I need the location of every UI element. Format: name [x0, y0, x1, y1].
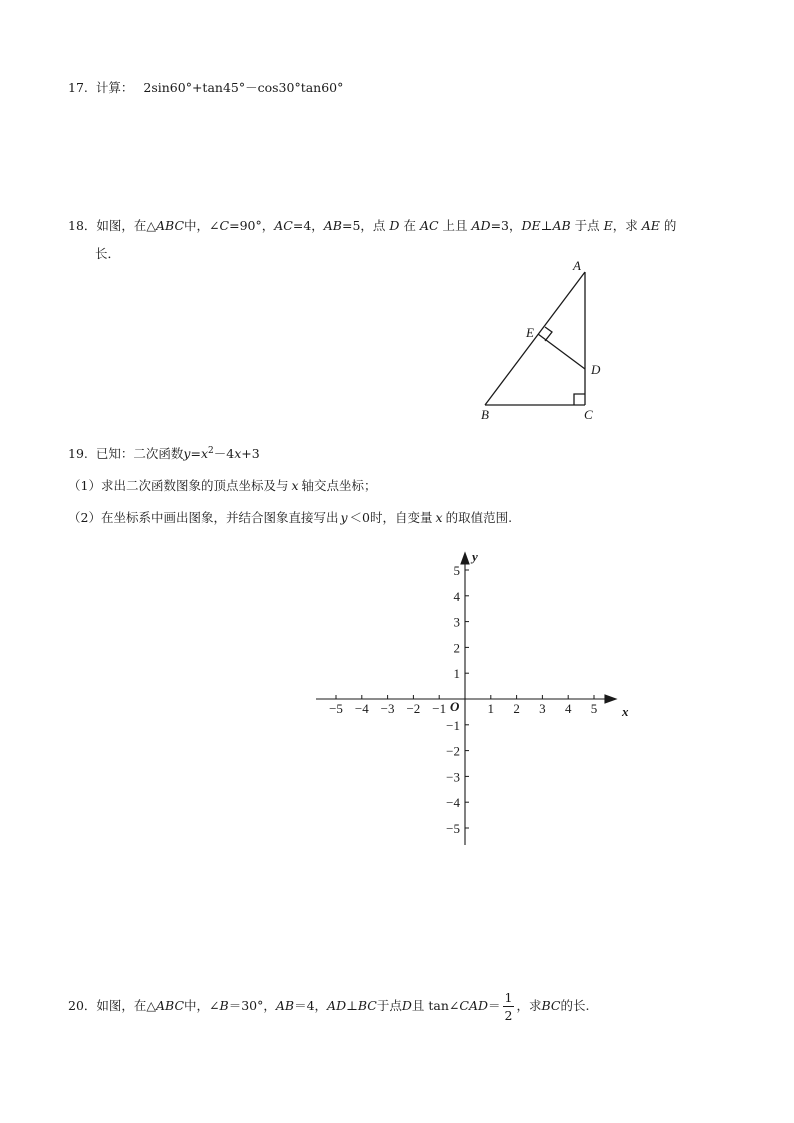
- q18-text: 于点: [574, 218, 600, 233]
- q20-text: 于点: [376, 998, 402, 1013]
- q19-eq: =: [190, 446, 201, 461]
- x-tick-label: 5: [590, 701, 598, 716]
- x-tick-label: 4: [564, 701, 572, 716]
- segment-AB: [485, 272, 585, 405]
- q18-text: C: [219, 218, 230, 233]
- origin-label: O: [450, 699, 460, 714]
- y-tick-label: 5: [453, 563, 460, 578]
- q19-eq: y: [183, 446, 191, 461]
- q18-text: =3，: [490, 218, 522, 233]
- q19-text: （2）在坐标系中画出图象，并结合图象直接写出: [68, 510, 339, 525]
- q20-text: 的长.: [560, 998, 590, 1013]
- q20-text: ＝30°，: [228, 998, 276, 1013]
- q19-eq: 2: [208, 445, 214, 456]
- x-tick-label: 1: [487, 701, 495, 716]
- q20-text: ＝: [488, 998, 501, 1013]
- q20-text: BC: [357, 998, 377, 1013]
- segment-DE: [538, 334, 585, 369]
- question-20: [68, 988, 589, 1024]
- q20-text: D: [401, 998, 412, 1013]
- q20-text: ABC: [156, 998, 185, 1013]
- y-axis-arrow: [461, 553, 469, 564]
- q18-text: =4，: [292, 218, 324, 233]
- y-tick-label: −3: [446, 769, 460, 785]
- q18-text: AC: [274, 218, 293, 233]
- q18-text: D: [389, 218, 400, 233]
- q18-text: DE: [521, 218, 541, 233]
- q19-text: 已知：二次函数: [95, 446, 184, 461]
- q19-text: 的取值范围.: [445, 510, 513, 525]
- y-tick-label: 1: [453, 666, 460, 682]
- label-C: C: [584, 407, 593, 422]
- fraction-one-half: [503, 989, 515, 1024]
- y-tick-label: −5: [446, 821, 460, 836]
- q17-number: 17.: [68, 80, 88, 95]
- right-angle-mark-C: [574, 394, 585, 405]
- q20-text: 中，∠: [184, 998, 220, 1013]
- x-tick-label: −4: [354, 701, 369, 716]
- q18-text: ⊥: [540, 218, 553, 233]
- q18-text: ，求: [612, 218, 638, 233]
- q18-text: 上且: [442, 218, 468, 233]
- q18-text: AE: [641, 218, 660, 233]
- y-tick-label: 2: [453, 640, 460, 656]
- q19-eq: －4: [213, 446, 235, 461]
- question-17: [68, 78, 343, 96]
- q19-text: ＜0时，自变量: [349, 510, 433, 525]
- x-axis-label: x: [622, 704, 629, 719]
- q20-number: 20．: [68, 998, 97, 1013]
- q19-number: 19.: [68, 446, 88, 461]
- q19-text: x: [435, 510, 443, 525]
- q20-text: 如图，在△: [96, 998, 157, 1013]
- q18-number: 18．: [68, 218, 97, 233]
- label-B: B: [481, 407, 489, 422]
- q18-text: 如图，在△: [96, 218, 157, 233]
- y-tick-label: −1: [446, 717, 460, 733]
- y-tick-label: 4: [453, 588, 460, 604]
- q19-text: y: [340, 510, 348, 525]
- q18-text: 在: [403, 218, 416, 233]
- question-19: [68, 444, 260, 462]
- q18-text: E: [603, 218, 613, 233]
- q18-text: 中，∠: [184, 218, 220, 233]
- q19-text: x: [291, 478, 299, 493]
- label-D: D: [591, 362, 601, 377]
- q20-text: ⊥: [346, 998, 358, 1013]
- x-tick-label: 3: [539, 701, 546, 716]
- q18-text: AB: [552, 218, 571, 233]
- x-axis-arrow: [605, 695, 616, 703]
- label-E: E: [526, 325, 534, 340]
- q19-eq: +3: [241, 446, 260, 461]
- q18-text: =5，点: [342, 218, 386, 233]
- q19-text: （1）求出二次函数图象的顶点坐标及与: [68, 478, 289, 493]
- fraction-denominator: 2: [504, 1008, 513, 1023]
- y-axis-label: y: [472, 549, 478, 564]
- q19-eq: x: [234, 446, 242, 461]
- x-tick-label: −1: [432, 701, 447, 716]
- q18-line2: 长．: [95, 246, 121, 261]
- coordinate-axes: [300, 545, 650, 855]
- q20-text: CAD: [459, 998, 489, 1013]
- triangle-figure: [470, 255, 610, 425]
- y-tick-label: −2: [446, 743, 460, 759]
- q20-text: AB: [275, 998, 295, 1013]
- q20-text: ＝4，: [294, 998, 328, 1013]
- q19-text: 轴交点坐标；: [301, 478, 377, 493]
- y-tick-label: 3: [453, 614, 460, 630]
- q18-text: AC: [419, 218, 439, 233]
- q18-text: 的: [663, 218, 677, 233]
- y-tick-label: −4: [446, 795, 460, 811]
- x-tick-label: −2: [406, 701, 421, 716]
- q18-text: =90°，: [229, 218, 275, 233]
- q18-text: AD: [471, 218, 491, 233]
- label-A: A: [573, 258, 581, 273]
- q17-label: 计算：: [95, 80, 134, 95]
- q20-text: B: [219, 998, 229, 1013]
- q18-text: AB: [323, 218, 342, 233]
- q20-text: BC: [541, 998, 561, 1013]
- q20-text: AD: [327, 998, 347, 1013]
- q19-part2: [68, 508, 512, 526]
- q20-text: 且 tan∠: [411, 998, 460, 1013]
- question-18: [68, 216, 676, 234]
- x-tick-label: −5: [329, 701, 343, 716]
- q20-text: ，求: [516, 998, 542, 1013]
- x-tick-label: −3: [380, 701, 395, 716]
- q18-text: ABC: [156, 218, 185, 233]
- q19-part1: [68, 476, 377, 494]
- fraction-numerator: 1: [504, 990, 513, 1005]
- right-angle-mark-E: [545, 327, 552, 341]
- q17-expression: 2sin60°+tan45°－cos30°tan60°: [143, 80, 344, 95]
- q19-eq: x: [200, 446, 208, 461]
- x-tick-label: 2: [513, 701, 520, 716]
